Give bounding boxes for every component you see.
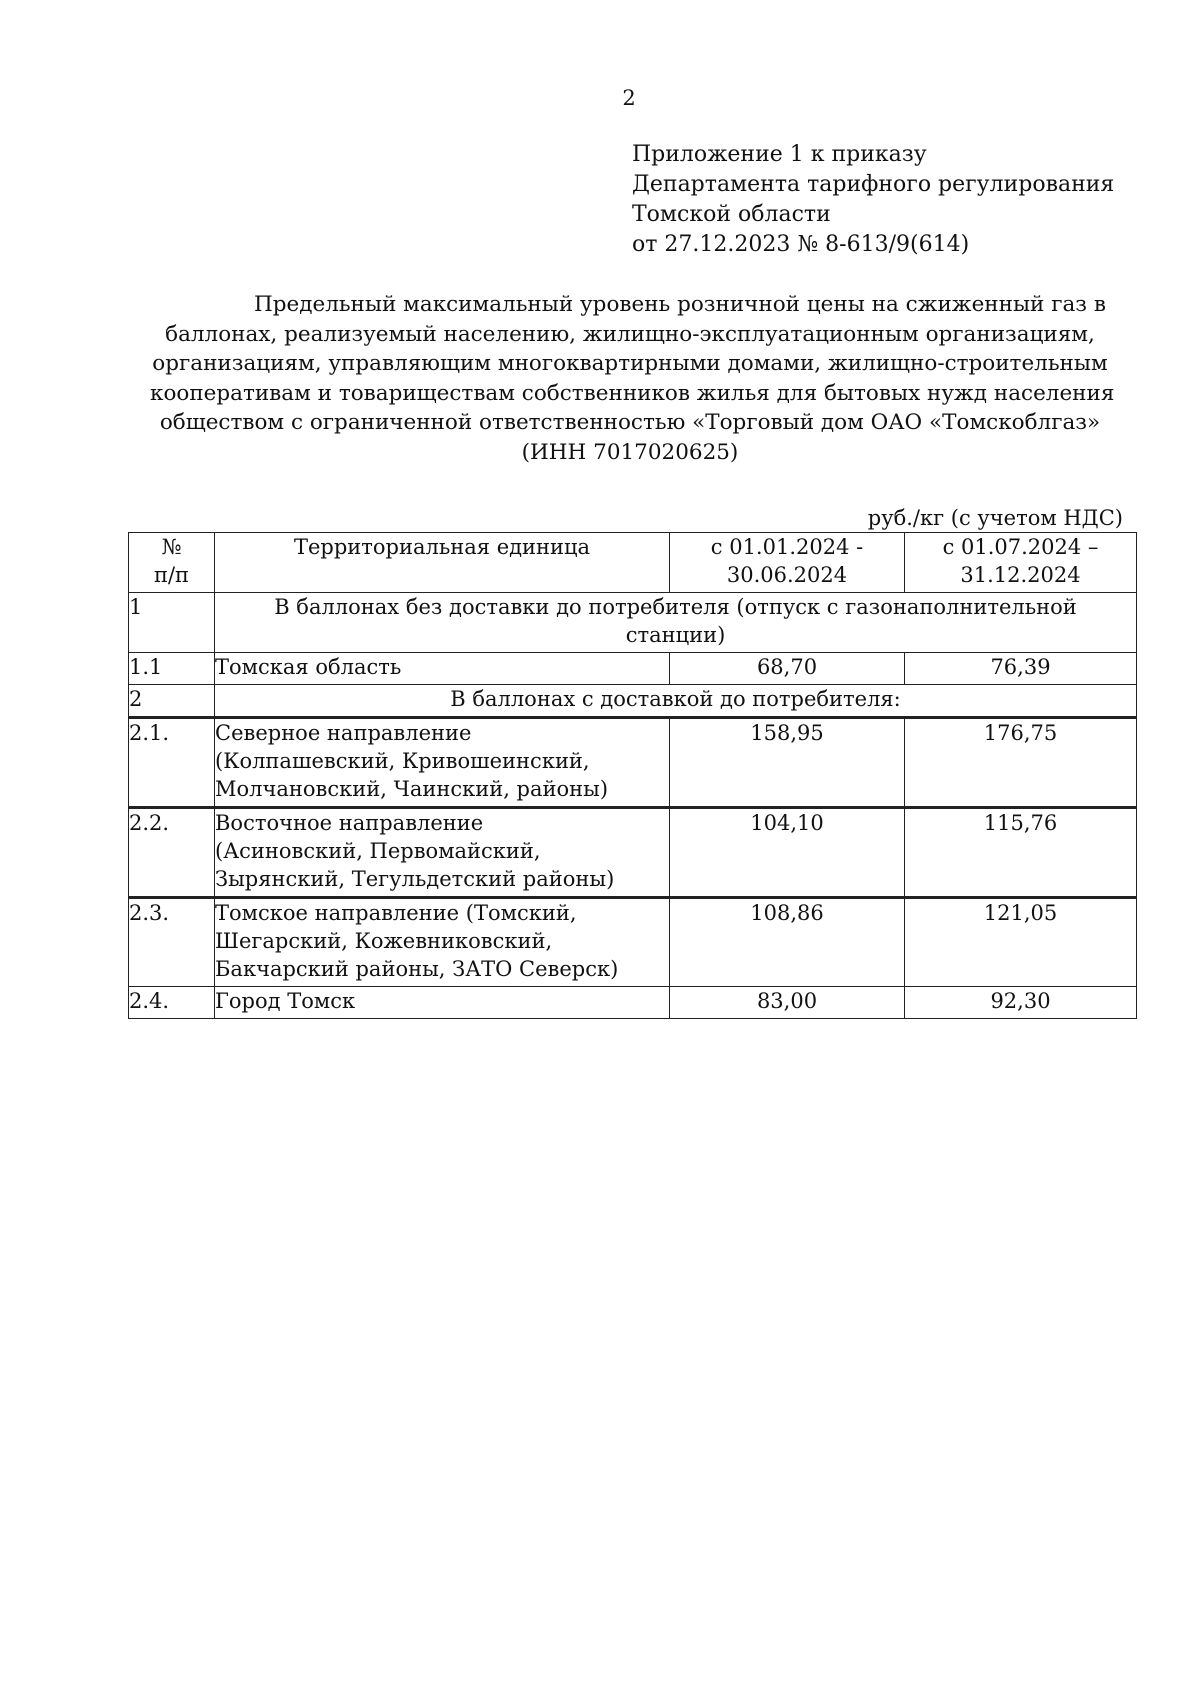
title-line: (ИНН 7017020625) <box>521 439 739 465</box>
row-number: 2.2. <box>129 808 215 898</box>
price-period-2: 115,76 <box>905 808 1137 898</box>
price-period-2: 76,39 <box>905 653 1137 685</box>
title-line: баллонах, реализуемый населению, жилищно-эксплуатационным организациям, <box>165 321 1095 347</box>
row-number: 1.1 <box>129 653 215 685</box>
table-row <box>129 987 1137 1019</box>
appendix-reference <box>632 140 1114 260</box>
price-period-2: 176,75 <box>905 718 1137 808</box>
section-label: В баллонах с доставкой до потребителя: <box>215 685 1137 718</box>
territory-name: Томская область <box>215 653 670 685</box>
header-number: № п/п <box>129 533 215 593</box>
row-number: 2.1. <box>129 718 215 808</box>
document-title <box>150 290 1115 467</box>
territory-name: Северное направление (Колпашевский, Кривошеинский, Молчановский, Чаинский, районы) <box>215 718 670 808</box>
section-label: В баллонах без доставки до потребителя (отпуск с газонаполнительной станции) <box>215 593 1137 653</box>
table-row <box>129 898 1137 987</box>
territory-name: Восточное направление (Асиновский, Первомайский, Зырянский, Тегульдетский районы) <box>215 808 670 898</box>
price-period-2: 121,05 <box>905 898 1137 987</box>
row-number: 2.3. <box>129 898 215 987</box>
page-number: 2 <box>622 86 636 110</box>
price-period-2: 92,30 <box>905 987 1137 1019</box>
title-line: организациям, управляющим многоквартирными домами, жилищно-строительным <box>152 351 1108 376</box>
appendix-line: Приложение 1 к приказу <box>632 142 927 167</box>
section-row <box>129 685 1137 718</box>
appendix-line: Департамента тарифного регулирования <box>632 172 1115 197</box>
price-period-1: 158,95 <box>670 718 905 808</box>
title-line: кооперативам и товариществам собственников жилья для бытовых нужд населения <box>150 380 1115 406</box>
table-row <box>129 718 1137 808</box>
territory-name: Город Томск <box>215 987 670 1019</box>
section-row <box>129 593 1137 653</box>
territory-name: Томское направление (Томский, Шегарский, Кожевниковский, Бакчарский районы, ЗАТО Северск) <box>215 898 670 987</box>
appendix-line: от 27.12.2023 № 8-613/9(614) <box>632 232 970 257</box>
appendix-line: Томской области <box>632 202 831 227</box>
row-number: 2.4. <box>129 987 215 1019</box>
price-period-1: 83,00 <box>670 987 905 1019</box>
units-note: руб./кг (с учетом НДС) <box>867 506 1123 530</box>
table-row <box>129 808 1137 898</box>
table-header-row <box>129 533 1137 593</box>
row-number: 1 <box>129 593 215 653</box>
price-period-1: 104,10 <box>670 808 905 898</box>
price-period-1: 68,70 <box>670 653 905 685</box>
table-row <box>129 653 1137 685</box>
title-line: Предельный максимальный уровень розничной цены на сжиженный газ в <box>254 292 1106 317</box>
price-period-1: 108,86 <box>670 898 905 987</box>
header-territory: Территориальная единица <box>215 533 670 593</box>
row-number: 2 <box>129 685 215 718</box>
title-line: обществом с ограниченной ответственностью «Торговый дом ОАО «Томскоблгаз» <box>159 410 1101 435</box>
header-period-2: с 01.07.2024 – 31.12.2024 <box>905 533 1137 593</box>
price-table <box>128 532 1137 1019</box>
header-period-1: с 01.01.2024 - 30.06.2024 <box>670 533 905 593</box>
